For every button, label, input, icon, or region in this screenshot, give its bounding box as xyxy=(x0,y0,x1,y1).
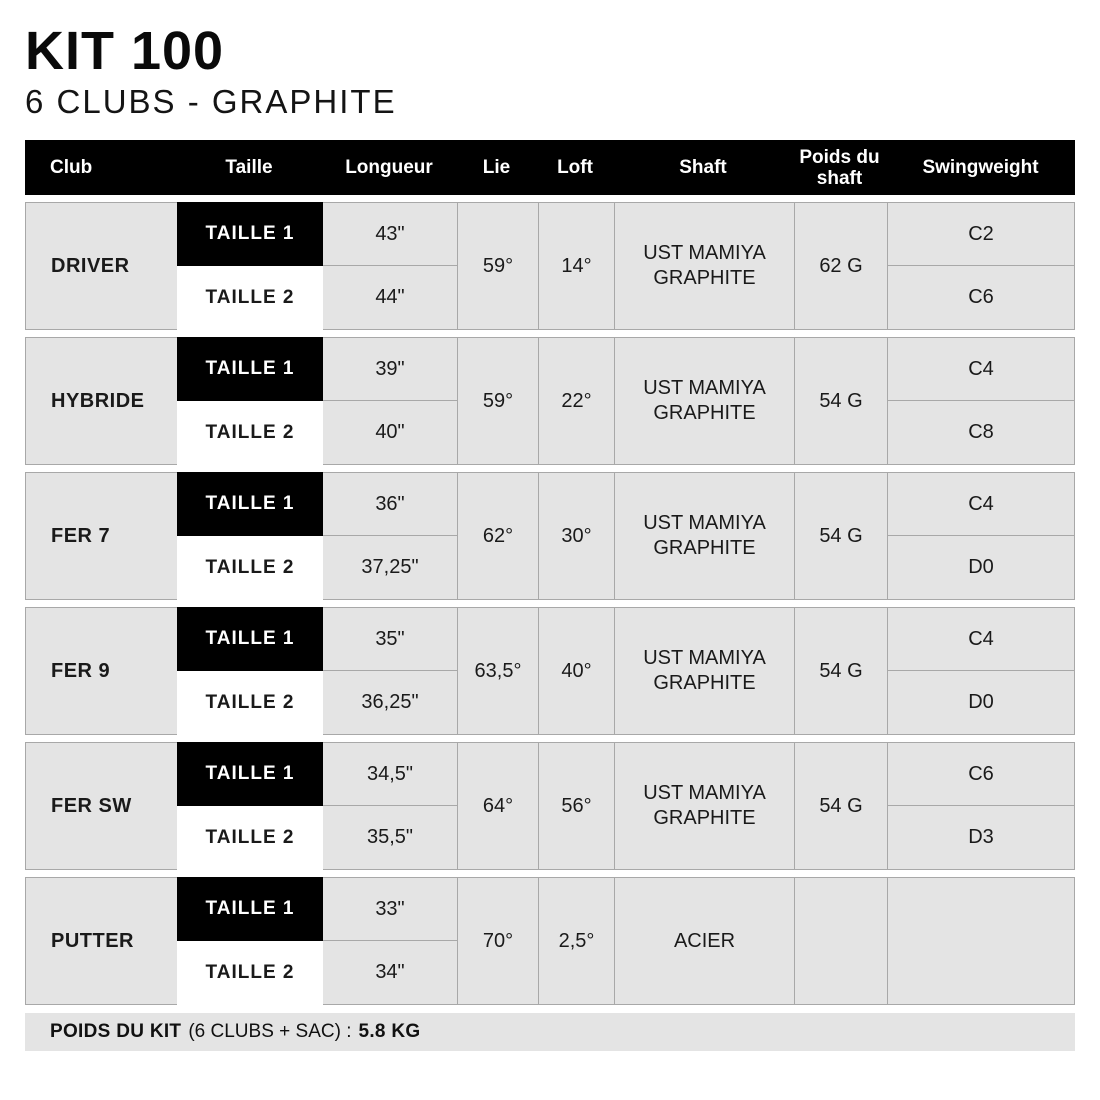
size-badge-taille-2: TAILLE 2 xyxy=(177,941,323,1005)
length-value: 36,25" xyxy=(323,671,457,734)
swingweight-value: C4 xyxy=(887,608,1074,671)
swingweight-value: C4 xyxy=(887,473,1074,536)
length-value: 35,5" xyxy=(323,806,457,869)
column-header-shaft: Shaft xyxy=(679,157,727,179)
kit-weight-value: 5.8 KG xyxy=(358,1021,421,1043)
table-row-group xyxy=(25,337,1075,465)
column-header-club: Club xyxy=(50,157,93,179)
shaft-weight-value: 54 G xyxy=(794,743,887,869)
shaft-weight-value: 54 G xyxy=(794,608,887,734)
club-name: FER 7 xyxy=(26,473,177,599)
lie-value: 59° xyxy=(457,338,538,464)
swingweight-value: C2 xyxy=(887,203,1074,266)
length-value: 39" xyxy=(323,338,457,401)
column-header-poids-du-shaft: Poids du shaft xyxy=(799,146,880,189)
shaft-weight-value: 54 G xyxy=(794,338,887,464)
shaft-weight-value xyxy=(794,878,887,1004)
lie-value: 64° xyxy=(457,743,538,869)
shaft-value: UST MAMIYA GRAPHITE xyxy=(614,743,794,869)
lie-value: 70° xyxy=(457,878,538,1004)
length-value: 34,5" xyxy=(323,743,457,806)
size-badge-taille-1: TAILLE 1 xyxy=(177,337,323,401)
shaft-value: ACIER xyxy=(614,878,794,1004)
loft-value: 56° xyxy=(538,743,614,869)
table-row-group xyxy=(25,607,1075,735)
page-subtitle: 6 CLUBS - GRAPHITE xyxy=(25,83,397,121)
shaft-value: UST MAMIYA GRAPHITE xyxy=(614,608,794,734)
kit-weight-label: POIDS DU KIT xyxy=(50,1021,182,1043)
table-row-group xyxy=(25,877,1075,1005)
shaft-weight-value: 54 G xyxy=(794,473,887,599)
size-badge-taille-2: TAILLE 2 xyxy=(177,671,323,735)
loft-value: 40° xyxy=(538,608,614,734)
table-body xyxy=(25,202,1075,1005)
length-value: 36" xyxy=(323,473,457,536)
page-title: KIT 100 xyxy=(25,21,225,81)
swingweight-value: C4 xyxy=(887,338,1074,401)
length-value: 35" xyxy=(323,608,457,671)
column-header-loft: Loft xyxy=(557,157,593,179)
shaft-weight-value: 62 G xyxy=(794,203,887,329)
column-header-lie: Lie xyxy=(482,157,511,179)
club-name: DRIVER xyxy=(26,203,177,329)
kit-weight-footer xyxy=(25,1013,1075,1051)
lie-value: 59° xyxy=(457,203,538,329)
length-value: 43" xyxy=(323,203,457,266)
length-value: 33" xyxy=(323,878,457,941)
loft-value: 14° xyxy=(538,203,614,329)
swingweight-value: C6 xyxy=(887,266,1074,329)
swingweight-value: D0 xyxy=(887,671,1074,734)
club-name: HYBRIDE xyxy=(26,338,177,464)
size-badge-taille-2: TAILLE 2 xyxy=(177,806,323,870)
table-header xyxy=(25,140,1075,195)
swingweight-value: C6 xyxy=(887,743,1074,806)
table-row-group xyxy=(25,742,1075,870)
swingweight-value xyxy=(887,878,1074,1004)
loft-value: 30° xyxy=(538,473,614,599)
size-badge-taille-2: TAILLE 2 xyxy=(177,401,323,465)
column-header-swingweight: Swingweight xyxy=(922,157,1039,179)
shaft-value: UST MAMIYA GRAPHITE xyxy=(614,338,794,464)
lie-value: 63,5° xyxy=(457,608,538,734)
length-value: 34" xyxy=(323,941,457,1004)
club-name: PUTTER xyxy=(26,878,177,1004)
table-row-group xyxy=(25,202,1075,330)
column-header-longueur: Longueur xyxy=(345,157,433,179)
size-badge-taille-1: TAILLE 1 xyxy=(177,877,323,941)
loft-value: 22° xyxy=(538,338,614,464)
table-row-group xyxy=(25,472,1075,600)
shaft-value: UST MAMIYA GRAPHITE xyxy=(614,203,794,329)
size-badge-taille-2: TAILLE 2 xyxy=(177,536,323,600)
size-badge-taille-1: TAILLE 1 xyxy=(177,742,323,806)
size-badge-taille-1: TAILLE 1 xyxy=(177,472,323,536)
loft-value: 2,5° xyxy=(538,878,614,1004)
length-value: 40" xyxy=(323,401,457,464)
size-badge-taille-1: TAILLE 1 xyxy=(177,607,323,671)
lie-value: 62° xyxy=(457,473,538,599)
club-name: FER SW xyxy=(26,743,177,869)
shaft-value: UST MAMIYA GRAPHITE xyxy=(614,473,794,599)
swingweight-value: C8 xyxy=(887,401,1074,464)
length-value: 37,25" xyxy=(323,536,457,599)
club-name: FER 9 xyxy=(26,608,177,734)
kit-weight-description: (6 CLUBS + SAC) : xyxy=(188,1021,352,1043)
size-badge-taille-2: TAILLE 2 xyxy=(177,266,323,330)
column-header-taille: Taille xyxy=(225,157,273,179)
size-badge-taille-1: TAILLE 1 xyxy=(177,202,323,266)
swingweight-value: D0 xyxy=(887,536,1074,599)
length-value: 44" xyxy=(323,266,457,329)
swingweight-value: D3 xyxy=(887,806,1074,869)
